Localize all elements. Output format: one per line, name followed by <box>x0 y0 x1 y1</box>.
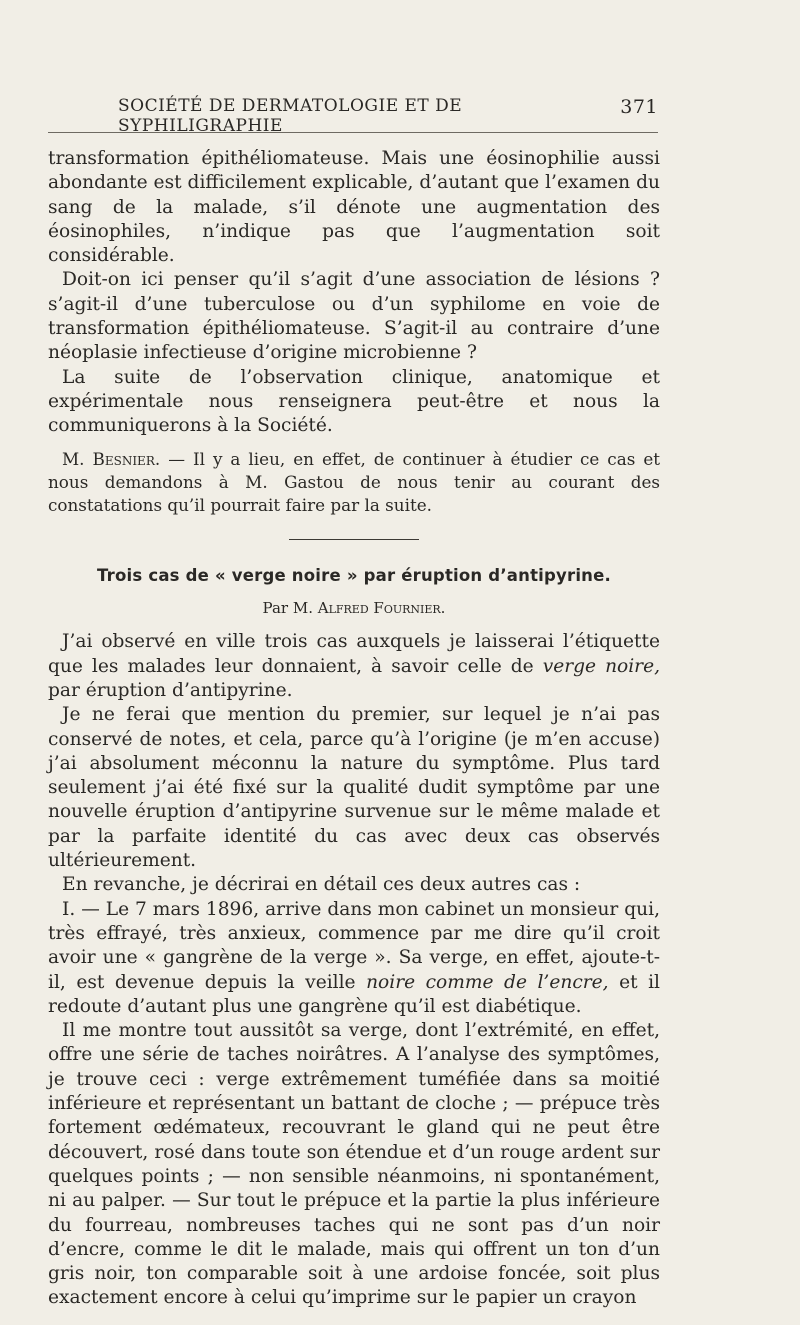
body-text <box>48 147 660 1311</box>
header-rule <box>48 132 658 133</box>
page-number: 371 <box>620 96 658 118</box>
paragraph: En revanche, je décrirai en détail ces deux autres cas : <box>62 874 581 896</box>
running-title: SOCIÉTÉ DE DERMATOLOGIE ET DE SYPHILIGRAPHIE <box>118 96 463 136</box>
author-name: Alfred Fournier. <box>317 599 446 618</box>
paragraph: La suite de l’observation clinique, anatomique et expérimentale nous renseignera peut-être et nous la communiquerons à la Société. <box>48 366 660 437</box>
paragraph: Doit-on ici penser qu’il s’agit d’une association de lésions ? s’agit-il d’une tuberculose ou d’un syphilome en voie de transformation épithéliomateuse. S’agit-il au contraire d’une néoplasie infectieuse d’origine microbienne ? <box>48 269 660 364</box>
article-author: Par M. Alfred Fournier. <box>262 599 446 618</box>
discussion-remark <box>48 448 660 518</box>
speaker-name: M. Besnier. <box>62 448 161 469</box>
section-divider <box>289 539 419 540</box>
running-head <box>118 96 658 136</box>
paragraph: J’ai observé en ville trois cas auxquels je laisserai l’étiquette que les malades leur donnaient, à savoir celle de verge noire, par éruption d’antipyrine. <box>48 631 660 701</box>
paragraph: I. — Le 7 mars 1896, arrive dans mon cabinet un monsieur qui, très effrayé, très anxieux, commence par me dire qu’il croit avoir une « gangrène de la verge ». Sa verge, en effet, ajoute-t-il, est devenue depuis la veille noire comme de l’encre, et il redoute d’autant plus une gangrène qu’il est diabétique. <box>48 898 660 1017</box>
paragraph: transformation épithéliomateuse. Mais une éosinophilie aussi abondante est difficilement explicable, d’autant que l’examen du sang de la malade, s’il dénote une augmentation des éosinophiles, n’indique pas que l’augmentation soit considérable. <box>48 148 660 267</box>
article-title: Trois cas de « verge noire » par éruption d’antipyrine. <box>97 565 611 585</box>
paragraph: Il me montre tout aussitôt sa verge, dont l’extrémité, en effet, offre une série de taches noirâtres. A l’analyse des symptômes, je trouve ceci : verge extrêmement tuméfiée dans sa moitié inférieure et représentant un battant de cloche ; — prépuce très fortement œdémateux, recouvrant le gland qui ne peut être découvert, rosé dans toute son étendue et d’un rouge ardent sur quelques points ; — non sensible néanmoins, ni spontanément, ni au palper. — Sur tout le prépuce et la partie la plus inférieure du fourreau, nombreuses taches qui ne sont pas d’un noir d’encre, comme le dit le malade, mais qui offrent un ton d’un gris noir, ton comparable soit à une ardoise foncée, soit plus exactement encore à celui qu’imprime sur le papier un crayon <box>48 1020 660 1309</box>
paragraph: Je ne ferai que mention du premier, sur lequel je n’ai pas conservé de notes, et cela, parce qu’à l’origine (je m’en accuse) j’ai absolument méconnu la nature du symptôme. Plus tard seulement j’ai été fixé sur la qualité dudit symptôme par une nouvelle éruption d’antipyrine survenue sur le même malade et par la parfaite identité du cas avec deux cas observés ultérieurement. <box>48 704 660 872</box>
remark-text: — Il y a lieu, en effet, de continuer à étudier ce cas et nous demandons à M. Gastou de nous tenir au courant des constatations qu’il pourrait faire par la suite. <box>48 448 660 516</box>
